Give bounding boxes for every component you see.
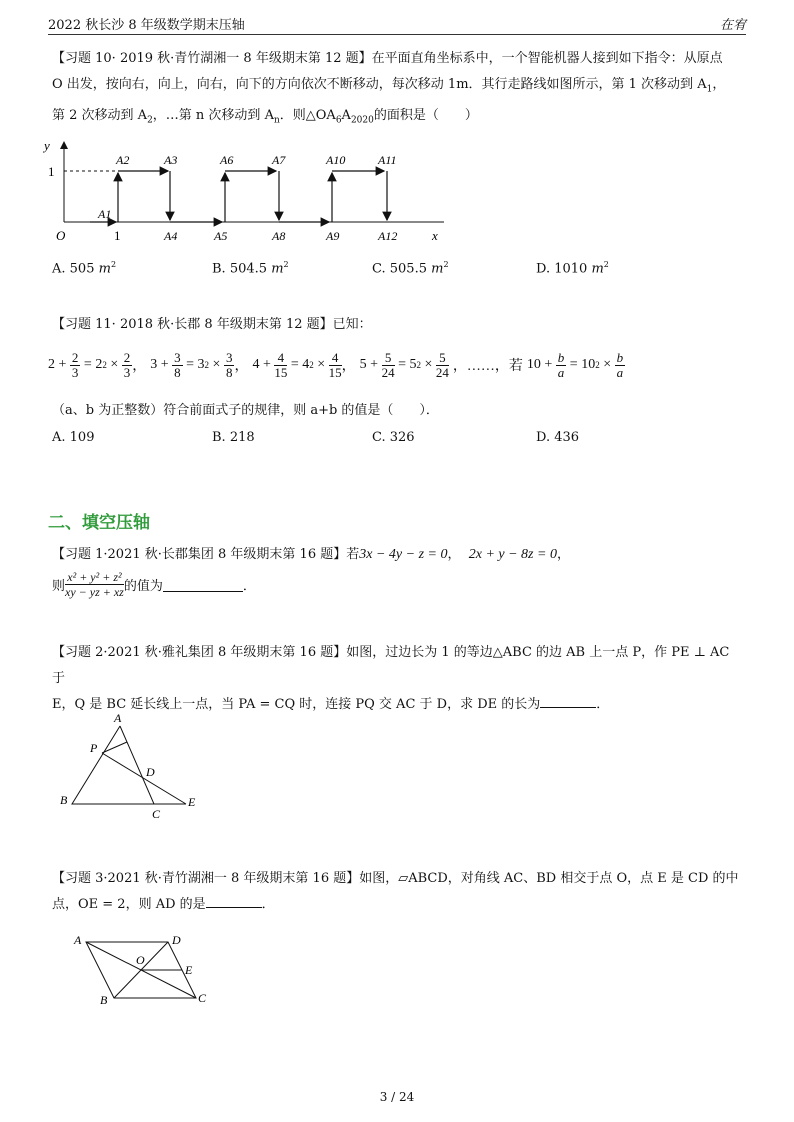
label-a: A [114, 711, 122, 725]
x-axis-label: x [432, 228, 438, 243]
equation-1: 2 + $\frac{2}{3}$ = 2 2 × $\frac{2}{3}$ ， [48, 349, 147, 380]
label-o: O [136, 953, 145, 967]
fill-question-1-line1: 【习题 1·2021 秋·长郡集团 8 年级期末第 16 题】若3x − 4y − z = 0， 2x + y − 8z = 0， [52, 547, 570, 562]
option-c[interactable]: C. 505.5 $m^2$ [372, 260, 449, 277]
label-a9: A9 [326, 229, 340, 243]
equation-final: 10 + $\frac{b}{a}$ = 10 2 × $\frac{b}{a}$ [526, 349, 624, 380]
option-d[interactable]: D. 1010 $m^2$ [536, 260, 609, 277]
fill-question-1-line2: 则 $\frac{\text{x² + y² + z²}}{xy - yz + xz}$ 的值为 ． [52, 570, 256, 599]
fill-question-3-line2: 点，OE = 2，则 AD 的是 ． [52, 892, 746, 918]
label-b: B [60, 793, 68, 807]
equation-2: 3 + $\frac{3}{8}$ = 3 2 × $\frac{3}{8}$ ， [150, 349, 249, 380]
label-c: C [198, 991, 207, 1005]
question-10-line1: 【习题 10· 2019 秋·青竹湖湘一 8 年级期末第 12 题】在平面直角坐标系中，一个智能机器人接到如下指令：从原点 [52, 51, 723, 66]
question-10-line2: O 出发，按向右，向上，向右，向下的方向依次不断移动，每次移动 1m．其行走路线如图所示，第 1 次移动到 $A_1$， [52, 77, 726, 95]
label-e: E [185, 963, 193, 977]
option-b[interactable]: B. 504.5 $m^2$ [212, 260, 289, 277]
header-title: 2022 秋长沙 8 年级数学期末压轴 [48, 18, 245, 33]
label-p: P [90, 741, 98, 755]
label-d: D [172, 933, 181, 947]
label-a5: A5 [214, 229, 228, 243]
question-tag: 【习题 2·2021 秋·雅礼集团 8 年级期末第 16 题】 [52, 645, 347, 660]
fill-question-2-line1: 【习题 2·2021 秋·雅礼集团 8 年级期末第 16 题】如图，过边长为 1 的等边△ABC 的边 AB 上一点 P，作 PE ⊥ AC 于 [52, 645, 730, 686]
label-a4: A4 [164, 229, 178, 243]
label-a2: A2 [116, 153, 130, 167]
origin-label: O [56, 228, 66, 243]
question-tag: 【习题 1·2021 秋·长郡集团 8 年级期末第 16 题】 [52, 547, 347, 562]
label-a6: A6 [220, 153, 234, 167]
label-b: B [100, 993, 108, 1007]
question-11-condition: （a、b 为正整数）符合前面式子的规律，则 a+b 的值是（ ）． [52, 403, 439, 418]
label-e: E [188, 795, 196, 809]
label-d: D [146, 765, 155, 779]
y-tick-1: 1 [48, 164, 55, 179]
pattern-equations [48, 340, 748, 390]
answer-blank[interactable] [540, 693, 596, 708]
fill-question-1 [52, 542, 746, 568]
question-11-intro: 【习题 11· 2018 秋·长郡 8 年级期末第 12 题】已知： [52, 317, 372, 332]
y-axis-label: y [44, 138, 50, 153]
parallelogram-figure [64, 930, 224, 1010]
section-title: 二、填空压轴 [48, 513, 150, 533]
question-10 [52, 46, 746, 133]
answer-blank[interactable] [206, 893, 262, 908]
label-a11: A11 [378, 153, 397, 167]
header-divider [48, 34, 746, 35]
triangle-figure [52, 706, 212, 822]
x-tick-1: 1 [114, 228, 121, 243]
label-a10: A10 [326, 153, 346, 167]
ellipsis-text: ，……，若 [452, 359, 523, 374]
robot-path-figure [40, 136, 460, 248]
option-d[interactable]: D. 436 [536, 430, 580, 445]
page-number: 3 / 24 [379, 1090, 415, 1104]
label-a3: A3 [164, 153, 178, 167]
option-a[interactable]: A. 505 $m^2$ [52, 260, 117, 277]
fill-question-2-line2: E，Q 是 BC 延长线上一点，当 PA = CQ 时，连接 PQ 交 AC 于 D，求 DE 的长为 ． [52, 692, 746, 718]
question-tag: 【习题 11· 2018 秋·长郡 8 年级期末第 12 题】 [52, 317, 333, 332]
label-a12: A12 [378, 229, 398, 243]
question-tag: 【习题 3·2021 秋·青竹湖湘一 8 年级期末第 16 题】 [52, 871, 360, 886]
question-10-line3: 第 2 次移动到 $A_2$，…第 n 次移动到 $A_n$．则$\triangle OA_6A_{2020}$的面积是（ ） [52, 107, 478, 126]
option-b[interactable]: B. 218 [212, 430, 255, 445]
header-author: 在宥 [719, 18, 746, 33]
label-c: C [152, 807, 161, 821]
label-a8: A8 [272, 229, 286, 243]
label-a1: A1 [98, 207, 112, 221]
question-tag: 【习题 10· 2019 秋·青竹湖湘一 8 年级期末第 12 题】 [52, 51, 372, 66]
equation-4: 5 + $\frac{5}{24}$ = 5 2 × $\frac{5}{24}$ [359, 349, 449, 380]
fill-question-3-line1: 【习题 3·2021 秋·青竹湖湘一 8 年级期末第 16 题】如图，▱ABCD，对角线 AC、BD 相交于点 O，点 E 是 CD 的中 [52, 871, 739, 886]
answer-blank[interactable] [163, 577, 243, 592]
option-c[interactable]: C. 326 [372, 430, 415, 445]
label-a: A [74, 933, 82, 947]
equation-3: 4 + $\frac{4}{15}$ = 4 2 × $\frac{4}{15}$ ， [252, 349, 356, 380]
option-a[interactable]: A. 109 [52, 430, 95, 445]
fill-question-3 [52, 866, 746, 918]
label-a7: A7 [272, 153, 286, 167]
